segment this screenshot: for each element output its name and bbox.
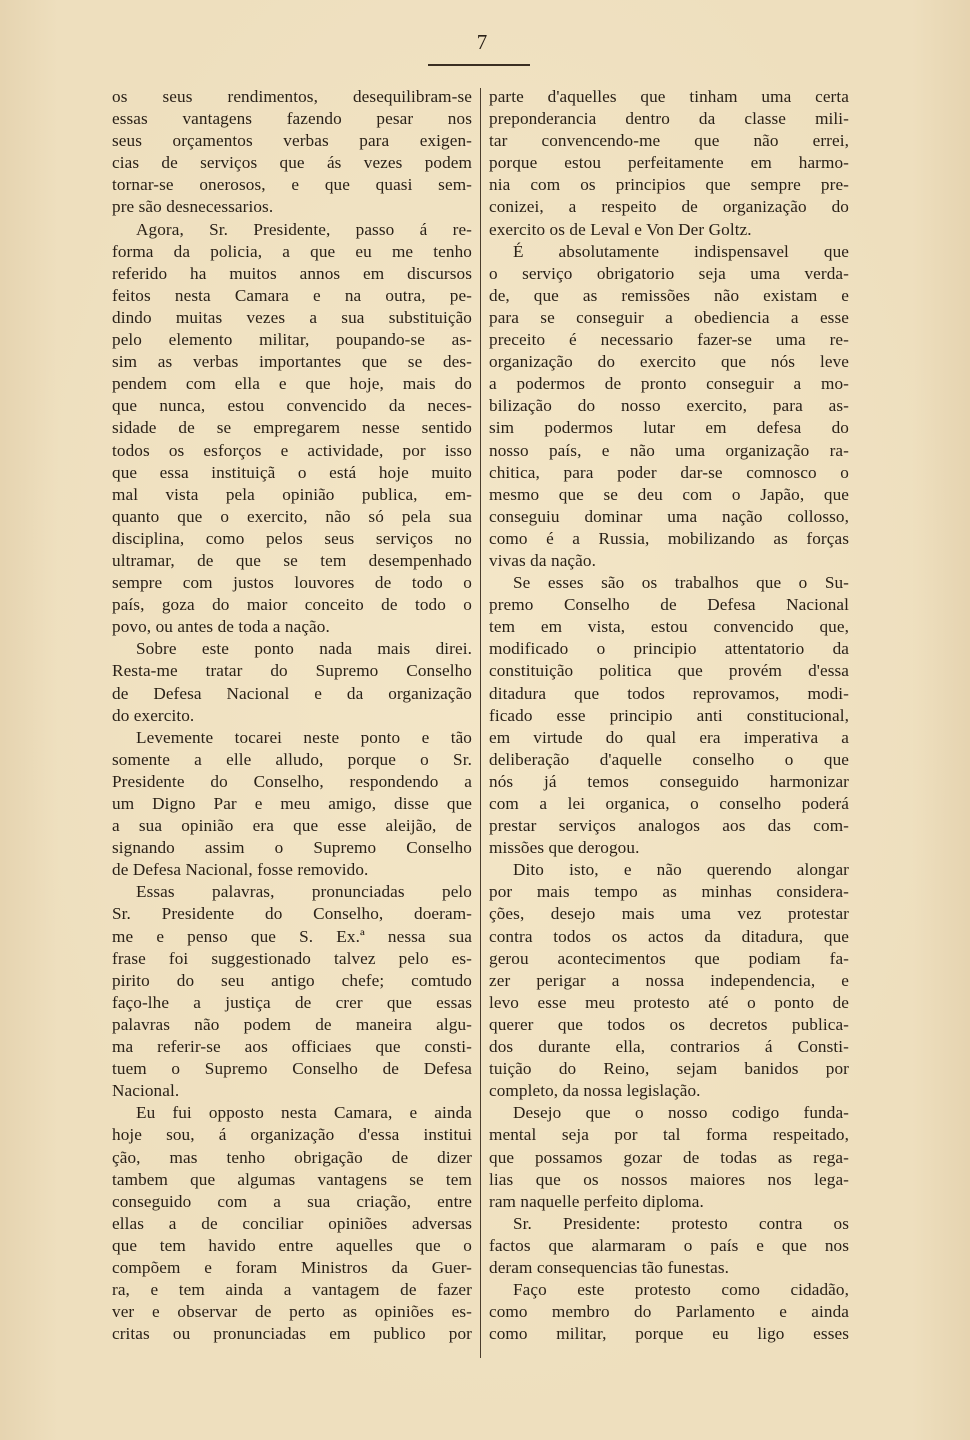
text-line: sidade de se empregarem nesse sentido xyxy=(112,418,472,438)
text-line: bilização do nosso exercito, para as- xyxy=(489,396,849,416)
text-line: como é a Russia, mobilizando as forças xyxy=(489,528,849,548)
text-line: lias que os nossos maiores nos lega- xyxy=(489,1169,849,1189)
text-line: organização do exercito que nós leve xyxy=(489,352,849,372)
text-line: seus orçamentos verbas para exigen- xyxy=(112,131,472,151)
text-line: parte d'aquelles que tinham uma certa xyxy=(489,87,849,106)
text-line: do exercito. xyxy=(112,705,195,725)
text-line: disciplina, como pelos seus serviços no xyxy=(112,528,472,548)
text-line: signando assim o Supremo Conselho xyxy=(112,838,472,858)
text-line: Nacional. xyxy=(112,1081,180,1101)
text-line: frase foi suggestionado talvez pelo es- xyxy=(112,948,472,968)
text-line: tuição do Reino, sejam banidos por xyxy=(489,1059,849,1079)
page-number: 7 xyxy=(476,30,488,54)
text-line: tem em vista, estou convencido que, xyxy=(489,617,849,637)
text-line: Eu fui opposto nesta Camara, e ainda xyxy=(136,1103,472,1123)
text-line: querer que todos os decretos publica- xyxy=(489,1014,849,1034)
text-line: um Digno Par e meu amigo, disse que xyxy=(112,794,472,813)
text-line: sim as verbas importantes que se des- xyxy=(112,352,472,372)
text-line: conseguido com a sua criação, entre xyxy=(112,1191,472,1211)
text-line: faço-lhe a justiça de crer que essas xyxy=(112,992,472,1012)
text-line: prestar serviços analogos aos das com- xyxy=(489,816,849,836)
text-line: Levemente tocarei neste ponto e tão xyxy=(136,727,472,747)
text-line: pre são desnecessarios. xyxy=(112,197,274,217)
text-line: a podermos de pronto conseguir a mo- xyxy=(489,374,849,394)
text-line: chitica, para poder dar-se comnosco o xyxy=(489,462,849,482)
text-line: zer perigar a nossa independencia, e xyxy=(489,970,849,990)
text-line: Essas palavras, pronunciadas pelo xyxy=(136,882,472,902)
text-line: os seus rendimentos, desequilibram-se xyxy=(112,87,472,106)
text-line: deliberação d'aquelle conselho o que xyxy=(489,749,849,769)
text-line: todos os esforços e actividade, por isso xyxy=(112,440,472,460)
text-line: deram consequencias tão funestas. xyxy=(489,1257,730,1277)
text-line: constituição politica que provém d'essa xyxy=(489,661,849,681)
text-line: factos que alarmaram o país e que nos xyxy=(489,1235,849,1255)
text-line: preceito é necessario fazer-se uma re- xyxy=(489,330,849,350)
text-line: Sobre este ponto nada mais direi. xyxy=(136,639,472,659)
right-column xyxy=(489,86,849,1345)
text-line: ditadura que todos reprovamos, modi- xyxy=(489,683,849,703)
text-line: nia com os principios que sempre pre- xyxy=(489,175,849,195)
text-line: Sr. Presidente do Conselho, doeram- xyxy=(112,904,472,924)
text-line: ram naquelle perfeito diploma. xyxy=(489,1191,704,1211)
text-line: como militar, porque eu ligo esses xyxy=(489,1324,849,1344)
text-line: ma referir-se aos officiaes que consti- xyxy=(112,1037,472,1057)
text-line: ção, mas tenho obrigação de dizer xyxy=(112,1147,472,1167)
text-line: nosso país, e não uma organização ra- xyxy=(489,440,849,460)
text-line: ficado esse principio anti constitucional, xyxy=(489,705,849,725)
text-line: a sua opinião era que esse aleijão, de xyxy=(112,816,472,836)
text-line: que possamos gozar de todas as rega- xyxy=(489,1147,849,1167)
text-line: completo, da nossa legislação. xyxy=(489,1081,701,1101)
text-line: que tem havido entre aquelles que o xyxy=(112,1235,472,1255)
text-line: sempre com justos louvores de todo o xyxy=(112,573,472,593)
text-line: somente a elle alludo, porque o Sr. xyxy=(112,749,472,769)
text-line: mental seja por tal forma respeitado, xyxy=(489,1125,849,1145)
text-line: tar convencendo-me que não errei, xyxy=(489,131,849,151)
text-line: missões que derogou. xyxy=(489,838,640,858)
text-line: porque estou perfeitamente em harmo- xyxy=(489,153,849,173)
text-line: Faço este protesto como cidadão, xyxy=(513,1280,849,1300)
text-line: levo esse meu protesto até o ponto de xyxy=(489,992,849,1012)
text-line: povo, ou antes de toda a nação. xyxy=(112,617,330,637)
text-line: cias de serviços que ás vezes podem xyxy=(112,153,472,173)
text-line: nós já temos conseguido harmonizar xyxy=(489,771,849,791)
text-line: contra todos os actos da ditadura, que xyxy=(489,926,849,946)
text-line: ultramar, de que se tem desempenhado xyxy=(112,550,472,570)
text-line: referido ha muitos annos em discursos xyxy=(112,263,472,283)
text-line: quanto que o exercito, não só pela sua xyxy=(112,506,472,526)
text-line: modificado o principio attentatorio da xyxy=(489,639,849,659)
text-line: em virtude do qual era imperativa a xyxy=(489,727,849,747)
text-line: critas ou pronunciadas em publico por xyxy=(112,1324,472,1344)
text-line: de Defesa Nacional, fosse removido. xyxy=(112,860,369,880)
text-line: premo Conselho de Defesa Nacional xyxy=(489,595,849,615)
text-line: Sr. Presidente: protesto contra os xyxy=(513,1213,849,1233)
text-line: ellas a de conciliar opiniões adversas xyxy=(112,1213,472,1233)
text-line: exercito os de Leval e Von Der Goltz. xyxy=(489,219,752,239)
text-line: ver e observar de perto as opiniões es- xyxy=(112,1302,472,1322)
text-line: país, goza do maior conceito de todo o xyxy=(112,595,472,615)
text-line: dos durante ella, contrarios á Consti- xyxy=(489,1037,849,1057)
header-rule xyxy=(428,64,530,66)
text-line: Agora, Sr. Presidente, passo á re- xyxy=(136,219,472,239)
text-line: por mais tempo as minhas considera- xyxy=(489,882,849,902)
text-line: Resta-me tratar do Supremo Conselho xyxy=(112,661,472,681)
text-line: tornar-se onerosos, e que quasi sem- xyxy=(112,175,472,195)
text-line: gerou acontecimentos que podiam fa- xyxy=(489,948,849,968)
text-line: palavras não podem de maneira algu- xyxy=(112,1014,472,1034)
text-line: tambem que algumas vantagens se tem xyxy=(112,1169,472,1189)
text-line: de, que as remissões não existam e xyxy=(489,285,849,305)
text-line: Presidente do Conselho, respondendo a xyxy=(112,771,472,791)
column-divider xyxy=(480,88,481,1358)
text-line: feitos nesta Camara e na outra, pe- xyxy=(112,285,472,305)
text-line: Desejo que o nosso codigo funda- xyxy=(513,1103,849,1123)
text-line: essas vantagens fazendo pesar nos xyxy=(112,109,472,129)
text-line: ções, desejo mais uma vez protestar xyxy=(489,904,849,924)
text-line: conseguiu dominar uma nação collosso, xyxy=(489,506,849,526)
text-line: me e penso que S. Ex.ª nessa sua xyxy=(112,926,472,946)
text-line: vivas da nação. xyxy=(489,550,596,570)
text-line: hoje sou, á organização d'essa institui xyxy=(112,1125,472,1145)
text-line: Dito isto, e não querendo alongar xyxy=(513,860,849,880)
text-line: que nunca, estou convencido da neces- xyxy=(112,396,472,416)
text-line: mal vista pela opinião publica, em- xyxy=(112,484,472,504)
text-line: pelo elemento militar, poupando-se as- xyxy=(112,330,472,350)
text-line: Se esses são os trabalhos que o Su- xyxy=(513,573,849,593)
text-line: forma da policia, a que eu me tenho xyxy=(112,241,472,261)
text-line: que essa instituiçã o está hoje muito xyxy=(112,462,472,482)
text-line: tuem o Supremo Conselho de Defesa xyxy=(112,1059,472,1079)
text-line: É absolutamente indispensavel que xyxy=(513,241,849,261)
text-line: conizei, a respeito de organização do xyxy=(489,197,849,217)
text-line: dindo muitas vezes a sua substituição xyxy=(112,307,472,327)
text-line: para se conseguir a obediencia a esse xyxy=(489,307,849,327)
text-line: compõem e foram Ministros da Guer- xyxy=(112,1257,472,1277)
text-line: de Defesa Nacional e da organização xyxy=(112,683,472,703)
text-line: pendem com ella e que hoje, mais do xyxy=(112,374,472,394)
text-line: pirito do seu antigo chefe; comtudo xyxy=(112,970,472,990)
text-line: como membro do Parlamento e ainda xyxy=(489,1302,849,1322)
left-column xyxy=(112,86,472,1345)
text-line: preponderancia dentro da classe mili- xyxy=(489,109,849,129)
text-line: com a lei organica, o conselho poderá xyxy=(489,794,849,813)
text-line: o serviço obrigatorio seja uma verda- xyxy=(489,263,849,283)
text-line: ra, e tem ainda a vantagem de fazer xyxy=(112,1280,472,1300)
text-line: mesmo que se deu com o Japão, que xyxy=(489,484,849,504)
text-line: sim podermos lutar em defesa do xyxy=(489,418,849,438)
